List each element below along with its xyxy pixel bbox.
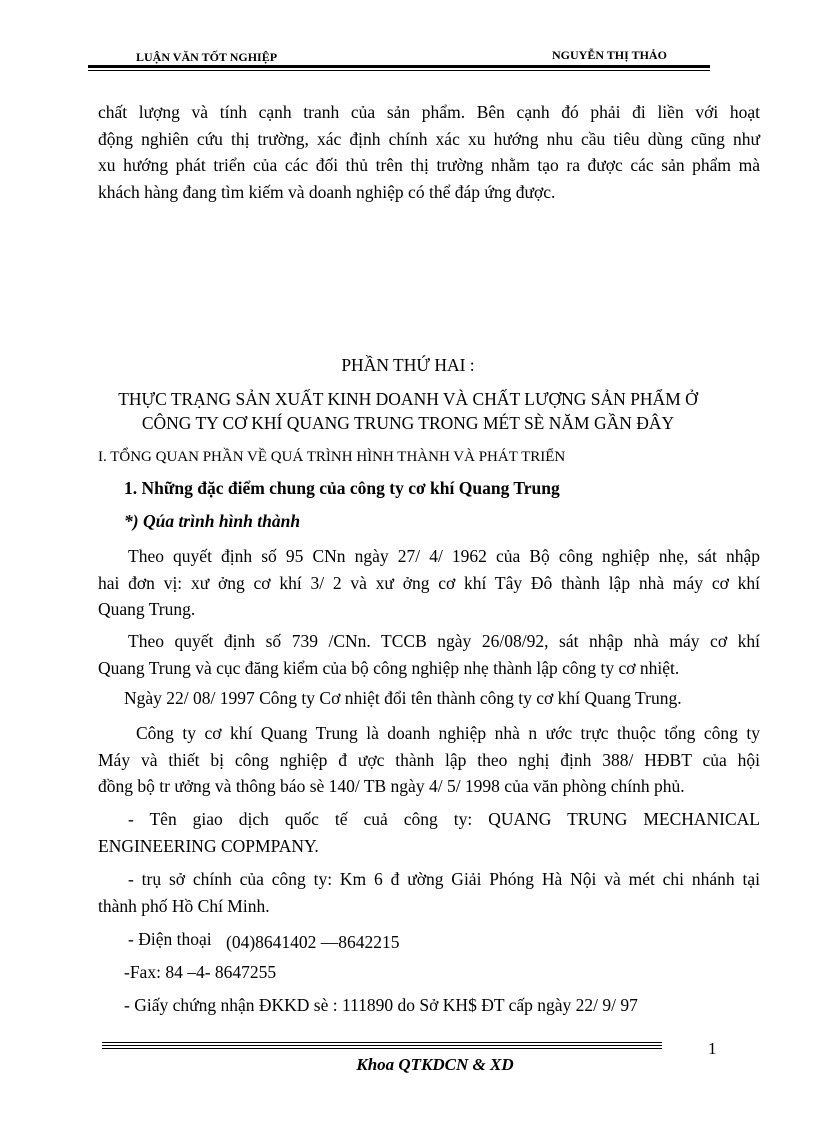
subsection-heading: 1. Những đặc điểm chung của công ty cơ khí Quang Trung <box>124 478 560 498</box>
page-header <box>88 46 710 72</box>
para-line: ENGINEERING COPMPANY. <box>98 835 319 856</box>
header-author-name: NGUYỄN THỊ THẢO <box>552 48 667 62</box>
license-line: - Giấy chứng nhận ĐKKD sè : 111890 do Sở KH$ ĐT cấp ngày 22/ 9/ 97 <box>124 995 638 1015</box>
footer-rule <box>102 1045 662 1046</box>
para-line: - Tên giao dịch quốc tế cuả công ty: QUANG TRUNG MECHANICAL <box>128 809 760 829</box>
phone-label: - Điện thoại <box>128 929 212 949</box>
paragraph-headquarters <box>98 866 760 919</box>
paragraph-merger <box>98 628 760 681</box>
paragraph-trade-name <box>98 806 760 859</box>
intro-paragraph <box>98 99 760 205</box>
para-line: Theo quyết định số 95 CNn ngày 27/ 4/ 1962 của Bộ công nghiệp nhẹ, sát nhập <box>128 546 760 566</box>
phone-value: (04)8641402 —8642215 <box>226 932 400 952</box>
intro-line: khách hàng đang tìm kiếm và doanh nghiệp có thể đáp ứng được. <box>98 181 556 202</box>
para-line: đồng bộ tr ưởng và thông báo sè 140/ TB ngày 4/ 5/ 1998 của văn phòng chính phủ. <box>98 776 685 796</box>
header-rule-thick <box>88 65 710 68</box>
para-line: Quang Trung. <box>98 599 196 619</box>
footer-rule <box>102 1048 662 1049</box>
para-line: hai đơn vị: xư ởng cơ khí 3/ 2 và xư ởng cơ khí Tây Đô thành lập nhà máy cơ khí <box>98 572 760 593</box>
page-number: 1 <box>708 1039 717 1058</box>
intro-line: chất lượng và tính cạnh tranh của sản phẩm. Bên cạnh đó phải đi liền với hoạt <box>98 102 760 122</box>
intro-line: xu hướng phát triển của các đối thủ trên thị trường nhằm tạo ra được các sản phẩm mà <box>98 155 760 175</box>
para-line: - trụ sở chính của công ty: Km 6 đ ường Giải Phóng Hà Nội và mét chi nhánh tại <box>128 869 760 889</box>
intro-line: động nghiên cứu thị trường, xác định chính xác xu hướng nhu cầu tiêu dùng cũng như <box>98 128 760 149</box>
para-line: Theo quyết định số 739 /CNn. TCCB ngày 26/08/92, sát nhập nhà máy cơ khí <box>128 631 760 651</box>
para-line: Quang Trung và cục đăng kiểm của bộ công nghiệp nhẹ thành lập công ty cơ nhiệt. <box>98 657 680 678</box>
part-title: PHẦN THỨ HAI : <box>341 355 475 375</box>
para-line: Máy và thiết bị công nghiệp đ ược thành lập theo nghị định 388/ HĐBT của hội <box>98 749 760 770</box>
part-subtitle-line: CÔNG TY CƠ KHÍ QUANG TRUNG TRONG MÉT SÈ NĂM GẦN ĐÂY <box>141 413 675 433</box>
header-thesis-label: LUẬN VĂN TỐT NGHIỆP <box>136 50 278 64</box>
para-line: Công ty cơ khí Quang Trung là doanh nghiệp nhà n ước trực thuộc tổng công ty <box>136 723 760 743</box>
paragraph-rename: Ngày 22/ 08/ 1997 Công ty Cơ nhiệt đổi tên thành công ty cơ khí Quang Trung. <box>124 688 682 708</box>
section-heading: I. TỔNG QUAN PHẦN VỀ QUÁ TRÌNH HÌNH THÀNH VÀ PHÁT TRIỂN <box>98 449 566 465</box>
paragraph-status <box>98 720 760 800</box>
paragraph-founding <box>98 543 760 623</box>
part-subtitle-line: THỰC TRẠNG SẢN XUẤT KINH DOANH VÀ CHẤT LƯỢNG SẢN PHẨM Ở <box>118 389 698 409</box>
footer-rule <box>102 1042 662 1043</box>
header-rule-thin <box>88 70 710 71</box>
para-line: thành phố Hồ Chí Minh. <box>98 895 270 916</box>
sub-subsection-heading: *) Qúa trình hình thành <box>124 511 301 531</box>
footer-faculty: Khoa QTKDCN & XD <box>356 1055 514 1074</box>
fax-line: -Fax: 84 –4- 8647255 <box>124 962 277 982</box>
